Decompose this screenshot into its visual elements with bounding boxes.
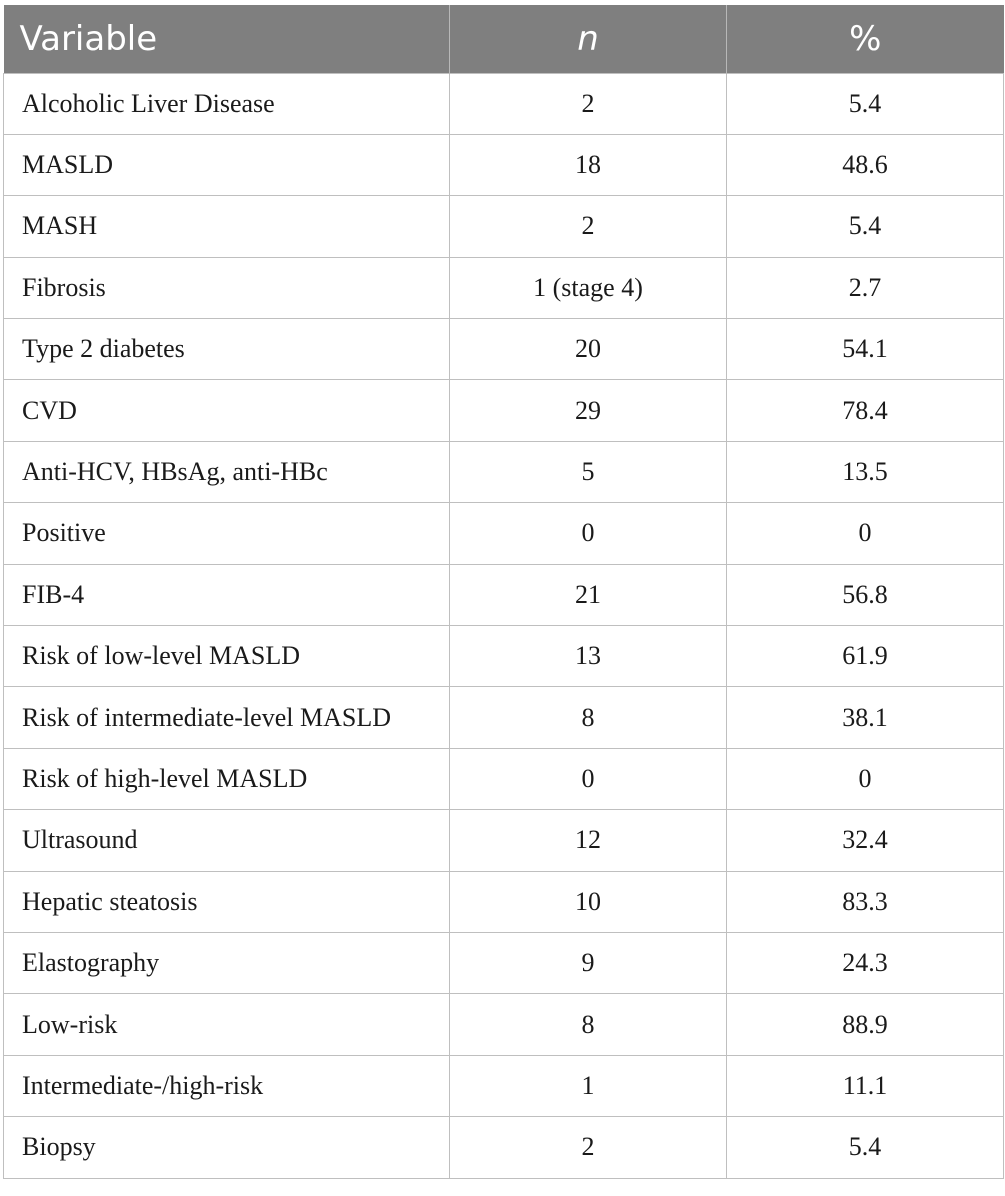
n-cell: 21 bbox=[450, 564, 727, 625]
table-row bbox=[4, 994, 1004, 1055]
percent-cell: 11.1 bbox=[727, 1055, 1004, 1116]
n-cell: 18 bbox=[450, 134, 727, 195]
percent-cell: 5.4 bbox=[727, 73, 1004, 134]
table-row bbox=[4, 319, 1004, 380]
table-row bbox=[4, 73, 1004, 134]
table-row bbox=[4, 257, 1004, 318]
table-row bbox=[4, 1117, 1004, 1178]
table-row bbox=[4, 134, 1004, 195]
n-cell: 0 bbox=[450, 748, 727, 809]
variable-cell: Biopsy bbox=[4, 1117, 450, 1178]
variable-cell: Type 2 diabetes bbox=[4, 319, 450, 380]
n-cell: 29 bbox=[450, 380, 727, 441]
table-row bbox=[4, 871, 1004, 932]
variable-cell: Positive bbox=[4, 503, 450, 564]
n-cell: 2 bbox=[450, 73, 727, 134]
n-cell: 9 bbox=[450, 932, 727, 993]
n-cell: 2 bbox=[450, 196, 727, 257]
table-row bbox=[4, 687, 1004, 748]
table-row bbox=[4, 564, 1004, 625]
table-row bbox=[4, 932, 1004, 993]
percent-cell: 32.4 bbox=[727, 810, 1004, 871]
percent-cell: 61.9 bbox=[727, 626, 1004, 687]
table-row bbox=[4, 503, 1004, 564]
n-cell: 8 bbox=[450, 994, 727, 1055]
column-header-percent: % bbox=[849, 18, 882, 59]
n-cell: 12 bbox=[450, 810, 727, 871]
variable-cell: MASLD bbox=[4, 134, 450, 195]
table-row bbox=[4, 380, 1004, 441]
variable-cell: Ultrasound bbox=[4, 810, 450, 871]
column-header-n: n bbox=[450, 5, 727, 73]
percent-cell: 38.1 bbox=[727, 687, 1004, 748]
variable-cell: Fibrosis bbox=[4, 257, 450, 318]
table-row bbox=[4, 1055, 1004, 1116]
variable-cell: Elastography bbox=[4, 932, 450, 993]
percent-cell: 5.4 bbox=[727, 1117, 1004, 1178]
table-row bbox=[4, 810, 1004, 871]
percent-cell: 83.3 bbox=[727, 871, 1004, 932]
variable-cell: Anti-HCV, HBsAg, anti-HBc bbox=[4, 441, 450, 502]
percent-cell: 78.4 bbox=[727, 380, 1004, 441]
data-table bbox=[3, 5, 1004, 1179]
column-header-variable: Variable bbox=[4, 5, 450, 73]
percent-cell: 5.4 bbox=[727, 196, 1004, 257]
variable-cell: Low-risk bbox=[4, 994, 450, 1055]
n-cell: 10 bbox=[450, 871, 727, 932]
n-cell: 1 bbox=[450, 1055, 727, 1116]
header-row bbox=[4, 5, 1004, 73]
variable-cell: Risk of low-level MASLD bbox=[4, 626, 450, 687]
n-cell: 5 bbox=[450, 441, 727, 502]
percent-cell: 48.6 bbox=[727, 134, 1004, 195]
variable-cell: Alcoholic Liver Disease bbox=[4, 73, 450, 134]
n-cell: 1 (stage 4) bbox=[450, 257, 727, 318]
percent-cell: 24.3 bbox=[727, 932, 1004, 993]
table-row bbox=[4, 626, 1004, 687]
percent-cell: 13.5 bbox=[727, 441, 1004, 502]
percent-cell: 54.1 bbox=[727, 319, 1004, 380]
percent-cell: 0 bbox=[727, 503, 1004, 564]
n-cell: 0 bbox=[450, 503, 727, 564]
n-cell: 13 bbox=[450, 626, 727, 687]
table-row bbox=[4, 196, 1004, 257]
percent-cell: 88.9 bbox=[727, 994, 1004, 1055]
percent-cell: 2.7 bbox=[727, 257, 1004, 318]
variable-cell: Risk of intermediate-level MASLD bbox=[4, 687, 450, 748]
variable-cell: FIB-4 bbox=[4, 564, 450, 625]
variable-cell: Risk of high-level MASLD bbox=[4, 748, 450, 809]
table-header bbox=[4, 5, 1004, 73]
variable-cell: Intermediate-/high-risk bbox=[4, 1055, 450, 1116]
percent-cell: 56.8 bbox=[727, 564, 1004, 625]
n-cell: 20 bbox=[450, 319, 727, 380]
variable-cell: Hepatic steatosis bbox=[4, 871, 450, 932]
percent-cell: 0 bbox=[727, 748, 1004, 809]
variable-cell: CVD bbox=[4, 380, 450, 441]
n-cell: 8 bbox=[450, 687, 727, 748]
variable-cell: MASH bbox=[4, 196, 450, 257]
n-cell: 2 bbox=[450, 1117, 727, 1178]
table-row bbox=[4, 748, 1004, 809]
table-row bbox=[4, 441, 1004, 502]
table-body bbox=[4, 73, 1004, 1178]
